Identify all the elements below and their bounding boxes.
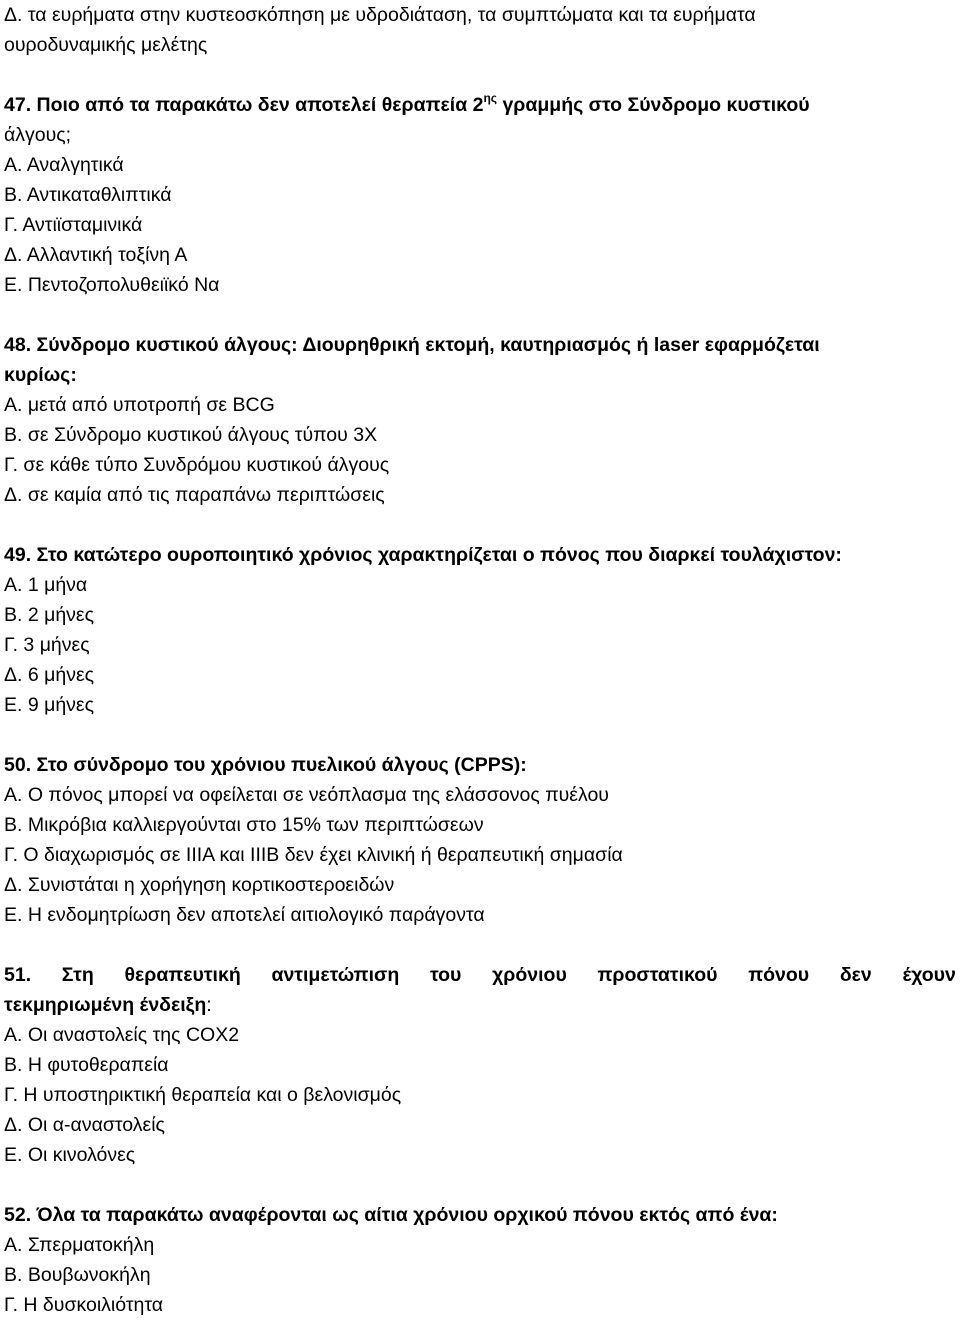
answer-option: Γ. 3 μήνες <box>4 634 90 656</box>
answer-option: Γ. Ο διαχωρισμός σε ΙΙΙΑ και ΙΙΙΒ δεν έχει κλινική ή θεραπευτική σημασία <box>4 844 623 866</box>
title-word: θεραπευτική <box>124 964 241 986</box>
question-48-title-cont: κυρίως: <box>4 364 77 386</box>
answer-option: Γ. Η δυσκοιλιότητα <box>4 1294 164 1316</box>
answer-option: Β. Μικρόβια καλλιεργούνται στο 15% των περιπτώσεων <box>4 814 484 836</box>
question-48-title: 48. Σύνδρομο κυστικού άλγους: Διουρηθρική εκτομή, καυτηριασμός ή laser εφαρμόζεται <box>4 334 820 356</box>
question-49-title: 49. Στο κατώτερο ουροποιητικό χρόνιος χαρακτηρίζεται ο πόνος που διαρκεί τουλάχιστον: <box>4 544 842 566</box>
intro-line: Δ. τα ευρήματα στην κυστεοσκόπηση με υδροδιάταση, τα συμπτώματα και τα ευρήματα <box>4 4 756 26</box>
title-word: 51. <box>4 964 32 986</box>
answer-option: Α. Οι αναστολείς της COX2 <box>4 1024 240 1046</box>
answer-option: Β. σε Σύνδρομο κυστικού άλγους τύπου 3Χ <box>4 424 378 446</box>
answer-option: Β. Η φυτοθεραπεία <box>4 1054 169 1076</box>
title-word: αντιμετώπιση <box>271 964 400 986</box>
answer-option: Ε. 9 μήνες <box>4 694 95 716</box>
question-51-title-cont: τεκμηριωμένη ένδειξη: <box>4 994 212 1016</box>
title-word: δεν <box>839 964 872 986</box>
title-word: πόνου <box>748 964 810 986</box>
answer-option: Β. 2 μήνες <box>4 604 95 626</box>
answer-option: Α. Σπερματοκήλη <box>4 1234 155 1256</box>
answer-option: Α. 1 μήνα <box>4 574 88 596</box>
answer-option: Α. μετά από υποτροπή σε BCG <box>4 394 275 416</box>
answer-option: Δ. σε καμία από τις παραπάνω περιπτώσεις <box>4 484 385 506</box>
intro-line: ουροδυναμικής μελέτης <box>4 34 208 56</box>
title-word: Στη <box>61 964 94 986</box>
answer-option: Ε. Οι κινολόνες <box>4 1144 136 1166</box>
answer-option: Β. Βουβωνοκήλη <box>4 1264 151 1286</box>
answer-option: Α. Αναλγητικά <box>4 154 124 176</box>
answer-option: Α. Ο πόνος μπορεί να οφείλεται σε νεόπλασμα της ελάσσονος πυέλου <box>4 784 609 806</box>
question-50-title: 50. Στο σύνδρομο του χρόνιου πυελικού άλγους (CPPS): <box>4 754 527 776</box>
answer-option: Γ. Αντιϊσταμινικά <box>4 214 143 236</box>
answer-option: Δ. Συνιστάται η χορήγηση κορτικοστεροειδών <box>4 874 395 896</box>
answer-option: Β. Αντικαταθλιπτικά <box>4 184 172 206</box>
answer-option: Γ. σε κάθε τύπο Συνδρόμου κυστικού άλγους <box>4 454 390 476</box>
question-51-title <box>4 960 956 990</box>
title-word: έχουν <box>902 964 956 986</box>
answer-option: Δ. Οι α-αναστολείς <box>4 1114 165 1136</box>
question-52-title: 52. Όλα τα παρακάτω αναφέρονται ως αίτια χρόνιου ορχικού πόνου εκτός από ένα: <box>4 1204 778 1226</box>
answer-option: Γ. Η υποστηρικτική θεραπεία και ο βελονισμός <box>4 1084 402 1106</box>
title-word: χρόνιου <box>492 964 567 986</box>
answer-option: Δ. 6 μήνες <box>4 664 95 686</box>
answer-option: Ε. Η ενδομητρίωση δεν αποτελεί αιτιολογικό παράγοντα <box>4 904 485 926</box>
question-47-title: 47. Ποιο από τα παρακάτω δεν αποτελεί θεραπεία $2^{\eta\varsigma}$ γραμμής στο Σύνδρομο κυστικού <box>4 91 810 116</box>
question-47-title-cont: άλγους; <box>4 124 72 146</box>
answer-option: Ε. Πεντοζοπολυθειϊκό Να <box>4 274 220 296</box>
title-word: προστατικού <box>597 964 718 986</box>
title-word: του <box>429 964 462 986</box>
answer-option: Δ. Αλλαντική τοξίνη Α <box>4 244 188 266</box>
